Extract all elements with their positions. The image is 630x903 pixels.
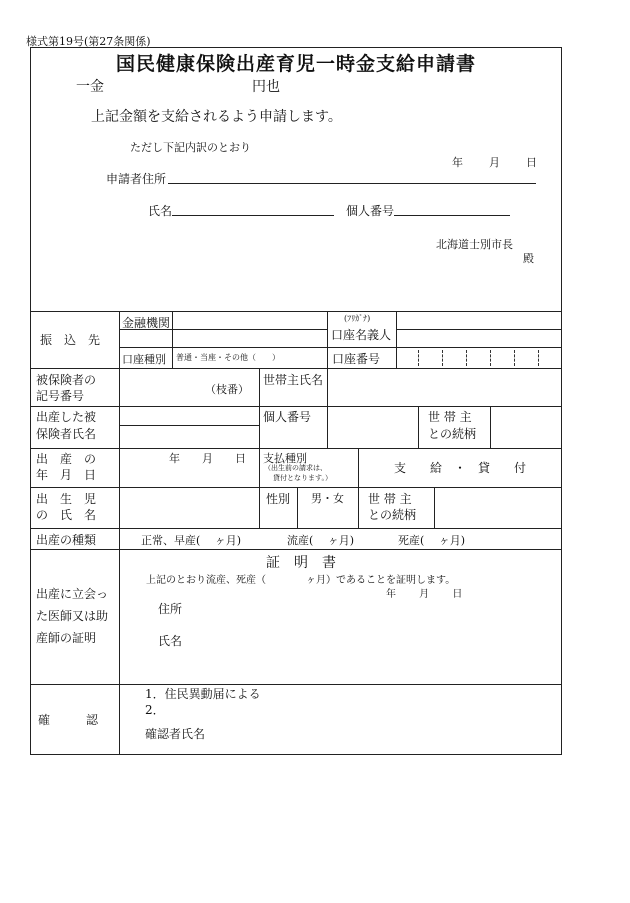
divider (30, 487, 562, 488)
cert-side-2: た医師又は助 (36, 609, 109, 623)
date-year: 年 (452, 156, 463, 169)
branch-number: （枝番） (205, 383, 249, 396)
confirmer-label: 確認者氏名 (145, 727, 206, 741)
birth-type-3[interactable]: 死産( ヶ月) (398, 534, 466, 547)
bank-label: 金融機関 (122, 316, 171, 330)
divider (358, 487, 359, 528)
certificate-statement: 上記のとおり流産、死産（ ヶ月）であることを証明します。 (146, 575, 456, 586)
confirmation-item-1: 1．住民異動届による (145, 687, 261, 701)
certificate-address-label: 住所 (158, 602, 183, 616)
amount-prefix: 一金 (76, 79, 104, 95)
birth-type-label: 出産の種類 (36, 533, 97, 547)
digit-separator (490, 350, 491, 366)
name-label: 氏名 (148, 204, 173, 218)
personal-number-label: 個人番号 (346, 204, 395, 218)
amount-suffix: 円也 (252, 79, 280, 95)
birth-date-label-1: 出 産 の (36, 452, 97, 466)
child-name-label-1: 出 生 児 (36, 492, 97, 506)
breakdown-note: ただし下記内訳のとおり (130, 141, 251, 154)
divider (119, 347, 562, 348)
divider (259, 448, 260, 528)
divider (327, 311, 328, 368)
divider (418, 406, 419, 448)
birth-date-label-2: 年 月 日 (36, 468, 97, 482)
cert-side-3: 産師の証明 (36, 631, 97, 645)
divider (327, 368, 328, 448)
applicant-address-line[interactable] (168, 183, 536, 184)
personal-number-label-2: 個人番号 (263, 410, 312, 424)
divider (358, 448, 359, 487)
form-frame (30, 47, 562, 755)
relation-label-3: 世 帯 主 (368, 492, 412, 506)
holder-label: 口座名義人 (331, 328, 392, 342)
account-type-label: 口座種別 (122, 353, 166, 366)
divider (30, 368, 562, 369)
divider (30, 448, 562, 449)
certificate-title: 証 明 書 (266, 555, 336, 571)
birth-insured-label-2: 保険者氏名 (36, 427, 97, 441)
personal-number-line[interactable] (394, 215, 510, 216)
digit-separator (514, 350, 515, 366)
applicant-address-label: 申請者住所 (106, 172, 167, 186)
divider (30, 406, 562, 407)
payment-type-note-2: 貸付となります。） (273, 474, 332, 482)
child-name-label-2: の 氏 名 (36, 508, 97, 522)
relation-label-1: 世 帯 主 (428, 410, 472, 424)
birth-type-1[interactable]: 正常、早産( ヶ月) (141, 534, 242, 547)
divider (297, 487, 298, 528)
date-day: 日 (526, 156, 537, 169)
divider (396, 329, 562, 330)
digit-separator (418, 350, 419, 366)
cert-side-1: 出産に立会っ (36, 587, 109, 601)
divider (30, 549, 562, 550)
divider (30, 528, 562, 529)
insured-number-label-1: 被保険者の (36, 373, 97, 387)
divider (119, 528, 120, 755)
account-type-options[interactable]: 普通・当座・その他（ ） (176, 353, 280, 362)
transfer-label: 振 込 先 (40, 333, 101, 347)
request-statement: 上記金額を支給されるよう申請します。 (91, 109, 342, 125)
relation-label-4: との続柄 (368, 508, 417, 522)
addressee-mayor: 北海道士別市長 (436, 238, 513, 251)
certificate-date: 年 月 日 (386, 589, 463, 600)
sex-options[interactable]: 男・女 (311, 492, 344, 505)
insured-number-label-2: 記号番号 (36, 389, 85, 403)
form-title: 国民健康保険出産育児一時金支給申請書 (116, 53, 477, 75)
divider (434, 487, 435, 528)
birth-type-2[interactable]: 流産( ヶ月) (287, 534, 355, 547)
relation-label-2: との続柄 (428, 427, 477, 441)
date-month: 月 (489, 156, 500, 169)
divider (259, 368, 260, 448)
divider (396, 311, 397, 368)
addressee-honorific: 殿 (523, 252, 534, 265)
payment-type-label: 支払種別 (263, 452, 307, 465)
digit-separator (442, 350, 443, 366)
household-head-name-label: 世帯主氏名 (263, 373, 324, 387)
account-number-label: 口座番号 (332, 352, 381, 366)
sex-label: 性別 (266, 492, 291, 506)
certificate-name-label: 氏名 (158, 634, 183, 648)
payment-type-value[interactable]: 支 給 ・ 貸 付 (394, 461, 527, 475)
digit-separator (538, 350, 539, 366)
confirmation-item-2: 2． (145, 703, 165, 717)
birth-date-value[interactable]: 年 月 日 (169, 452, 246, 465)
furigana-label: (ﾌﾘｶﾞﾅ) (344, 314, 371, 323)
birth-insured-label-1: 出産した被 (36, 410, 97, 424)
form-number: 様式第19号(第27条関係) (26, 35, 151, 48)
divider (119, 425, 259, 426)
divider (30, 311, 562, 312)
divider (119, 311, 120, 368)
divider (119, 368, 120, 528)
divider (490, 406, 491, 448)
divider (172, 311, 173, 368)
payment-type-note-1: （出生前の請求は、 (264, 464, 327, 472)
name-line[interactable] (172, 215, 334, 216)
divider (30, 684, 562, 685)
confirmation-label: 確 認 (38, 713, 99, 727)
digit-separator (466, 350, 467, 366)
